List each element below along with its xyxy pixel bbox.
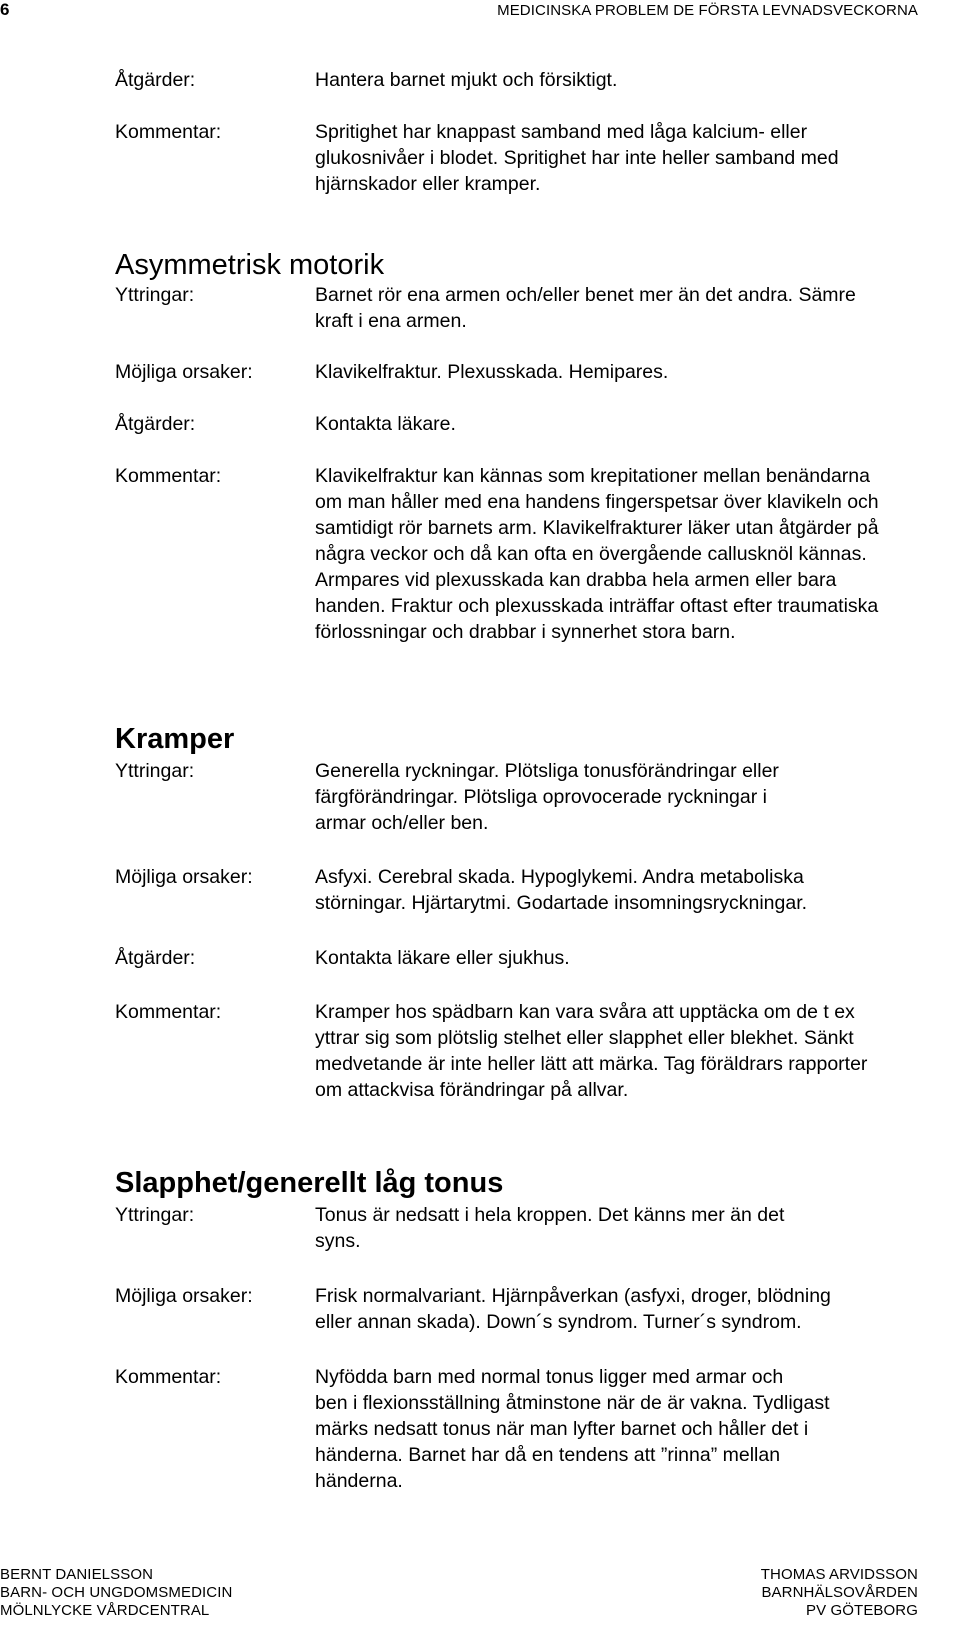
text-line: färgförändringar. Plötsliga oprovocerade ryckningar i xyxy=(315,786,767,808)
text-line: om man håller med ena handens fingerspetsar över klavikeln och xyxy=(315,491,879,513)
running-header: MEDICINSKA PROBLEM DE FÖRSTA LEVNADSVECKORNA xyxy=(497,2,918,19)
field-text xyxy=(315,758,955,836)
text-line: Hantera barnet mjukt och försiktigt. xyxy=(315,69,618,91)
field-text xyxy=(315,359,955,385)
text-line: armar och/eller ben. xyxy=(315,812,489,834)
text-line: yttrar sig som plötslig stelhet eller slapphet eller blekhet. Sänkt xyxy=(315,1027,854,1049)
text-line: störningar. Hjärtarytmi. Godartade insomningsryckningar. xyxy=(315,892,808,914)
field-text xyxy=(315,463,955,645)
author-name: BERNT DANIELSSON xyxy=(0,1566,154,1583)
section-heading: Slapphet/generellt låg tonus xyxy=(115,1167,504,1199)
field-text xyxy=(315,864,955,916)
text-line: syns. xyxy=(315,1230,361,1252)
text-line: förlossningar och drabbar i synnerhet stora barn. xyxy=(315,621,736,643)
field-label: Kommentar: xyxy=(115,121,222,143)
text-line: händerna. xyxy=(315,1470,403,1492)
author-name: THOMAS ARVIDSSON xyxy=(760,1566,918,1583)
section-heading-slapphet xyxy=(115,1166,935,1200)
text-line: Nyfödda barn med normal tonus ligger med armar och xyxy=(315,1366,784,1388)
text-line: Klavikelfraktur. Plexusskada. Hemipares. xyxy=(315,361,669,383)
text-line: hjärnskador eller kramper. xyxy=(315,173,541,195)
section-heading: Asymmetrisk motorik xyxy=(115,249,385,281)
text-line: Kontakta läkare. xyxy=(315,413,456,435)
section-heading-asymmetrisk-motorik xyxy=(115,248,935,282)
field-text xyxy=(315,119,955,197)
field-label: Åtgärder: xyxy=(115,69,196,91)
field-label: Möjliga orsaker: xyxy=(115,361,253,383)
field-label: Kommentar: xyxy=(115,465,222,487)
footer-left xyxy=(0,1566,232,1620)
author-department: BARNHÄLSOVÅRDEN xyxy=(761,1584,918,1601)
text-line: några veckor och då kan ofta en övergående callusknöl kännas. xyxy=(315,543,867,565)
field-text xyxy=(315,1202,955,1254)
section-heading: Kramper xyxy=(115,723,235,755)
text-line: kraft i ena armen. xyxy=(315,310,467,332)
field-label: Åtgärder: xyxy=(115,947,196,969)
text-line: märks nedsatt tonus när man lyfter barnet och håller det i xyxy=(315,1418,809,1440)
text-line: Spritighet har knappast samband med låga kalcium- eller xyxy=(315,121,808,143)
text-line: Armpares vid plexusskada kan drabba hela armen eller bara xyxy=(315,569,837,591)
text-line: Tonus är nedsatt i hela kroppen. Det känns mer än det xyxy=(315,1204,785,1226)
text-line: samtidigt rör barnets arm. Klavikelfrakturer läker utan åtgärder på xyxy=(315,517,879,539)
field-label: Yttringar: xyxy=(115,760,195,782)
field-label: Yttringar: xyxy=(115,284,195,306)
text-line: Klavikelfraktur kan kännas som krepitationer mellan benändarna xyxy=(315,465,870,487)
field-label: Åtgärder: xyxy=(115,413,196,435)
field-label: Kommentar: xyxy=(115,1001,222,1023)
field-text xyxy=(315,67,955,93)
author-unit: MÖLNLYCKE VÅRDCENTRAL xyxy=(0,1602,210,1619)
text-line: Frisk normalvariant. Hjärnpåverkan (asfyxi, droger, blödning xyxy=(315,1285,831,1307)
field-label: Kommentar: xyxy=(115,1366,222,1388)
text-line: Kramper hos spädbarn kan vara svåra att upptäcka om de t ex xyxy=(315,1001,855,1023)
text-line: Asfyxi. Cerebral skada. Hypoglykemi. Andra metaboliska xyxy=(315,866,804,888)
section-heading-kramper xyxy=(115,722,935,756)
field-text xyxy=(315,999,955,1103)
field-text xyxy=(315,282,955,334)
field-label: Möjliga orsaker: xyxy=(115,1285,253,1307)
footer-right xyxy=(761,1566,918,1620)
field-text xyxy=(315,1364,955,1494)
text-line: glukosnivåer i blodet. Spritighet har inte heller samband med xyxy=(315,147,839,169)
author-department: BARN- OCH UNGDOMSMEDICIN xyxy=(0,1584,233,1601)
text-line: medvetande är inte heller lätt att märka. Tag föräldrars rapporter xyxy=(315,1053,868,1075)
text-line: Kontakta läkare eller sjukhus. xyxy=(315,947,570,969)
page-number: 6 xyxy=(0,0,10,19)
text-line: ben i flexionsställning åtminstone när de är vakna. Tydligast xyxy=(315,1392,830,1414)
text-line: eller annan skada). Down´s syndrom. Turner´s syndrom. xyxy=(315,1311,802,1333)
author-unit: PV GÖTEBORG xyxy=(806,1602,918,1619)
field-text xyxy=(315,1283,955,1335)
field-text xyxy=(315,411,955,437)
field-text xyxy=(315,945,955,971)
field-label: Yttringar: xyxy=(115,1204,195,1226)
text-line: om attackvisa förändringar på allvar. xyxy=(315,1079,629,1101)
text-line: Generella ryckningar. Plötsliga tonusförändringar eller xyxy=(315,760,779,782)
field-label: Möjliga orsaker: xyxy=(115,866,253,888)
text-line: händerna. Barnet har då en tendens att ”rinna” mellan xyxy=(315,1444,781,1466)
text-line: handen. Fraktur och plexusskada inträffar oftast efter traumatiska xyxy=(315,595,879,617)
text-line: Barnet rör ena armen och/eller benet mer än det andra. Sämre xyxy=(315,284,856,306)
